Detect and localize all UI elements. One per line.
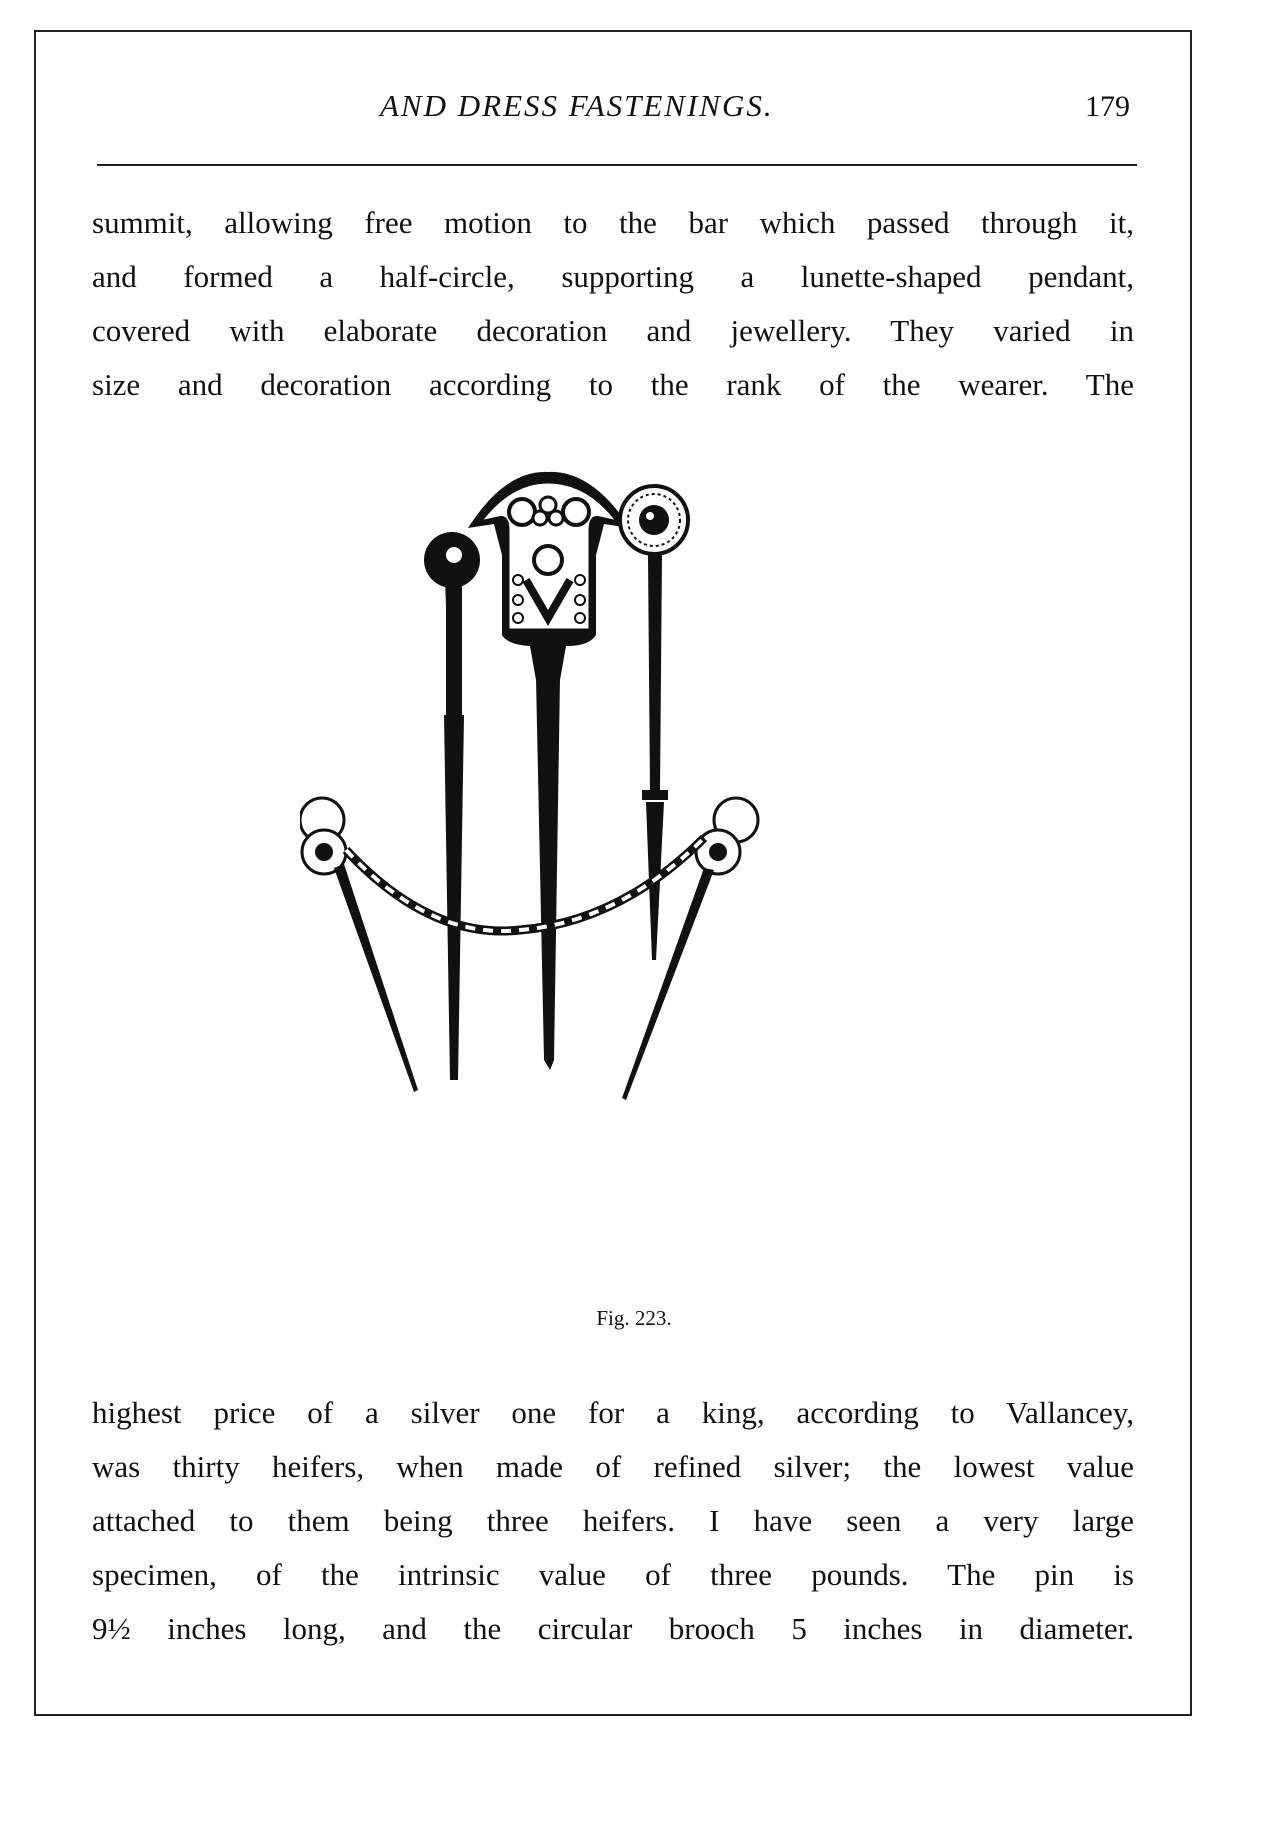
text-line: was thirty heifers, when made of refined silver; the lowest value xyxy=(92,1449,1134,1484)
figure-caption: Fig. 223. xyxy=(596,1306,672,1330)
plain-pin xyxy=(424,532,480,1080)
text-line: summit, allowing free motion to the bar which passed through it, xyxy=(92,205,1134,240)
paragraph-top xyxy=(92,196,1134,412)
paragraph-bottom xyxy=(92,1386,1134,1656)
running-head-title: AND DRESS FASTENINGS. xyxy=(380,88,774,123)
text-line: highest price of a silver one for a king, according to Vallancey, xyxy=(92,1395,1134,1430)
text-line: 9½ inches long, and the circular brooch 5 inches in diameter. xyxy=(92,1611,1134,1646)
right-hanging-pin xyxy=(622,798,758,1100)
text-line: and formed a half-circle, supporting a lunette-shaped pendant, xyxy=(92,259,1134,294)
brooch-pin xyxy=(620,486,688,960)
pins-illustration xyxy=(300,460,920,1290)
header-rule xyxy=(97,164,1137,166)
text-line: attached to them being three heifers. I have seen a very large xyxy=(92,1503,1134,1538)
page-number: 179 xyxy=(1085,90,1130,123)
left-hanging-pin xyxy=(300,798,418,1092)
decorated-pin xyxy=(468,472,630,1070)
running-header xyxy=(0,88,1268,128)
text-line: size and decoration according to the rank of the wearer. The xyxy=(92,367,1134,402)
text-line: covered with elaborate decoration and jewellery. They varied in xyxy=(92,313,1134,348)
text-line: specimen, of the intrinsic value of three pounds. The pin is xyxy=(92,1557,1134,1592)
